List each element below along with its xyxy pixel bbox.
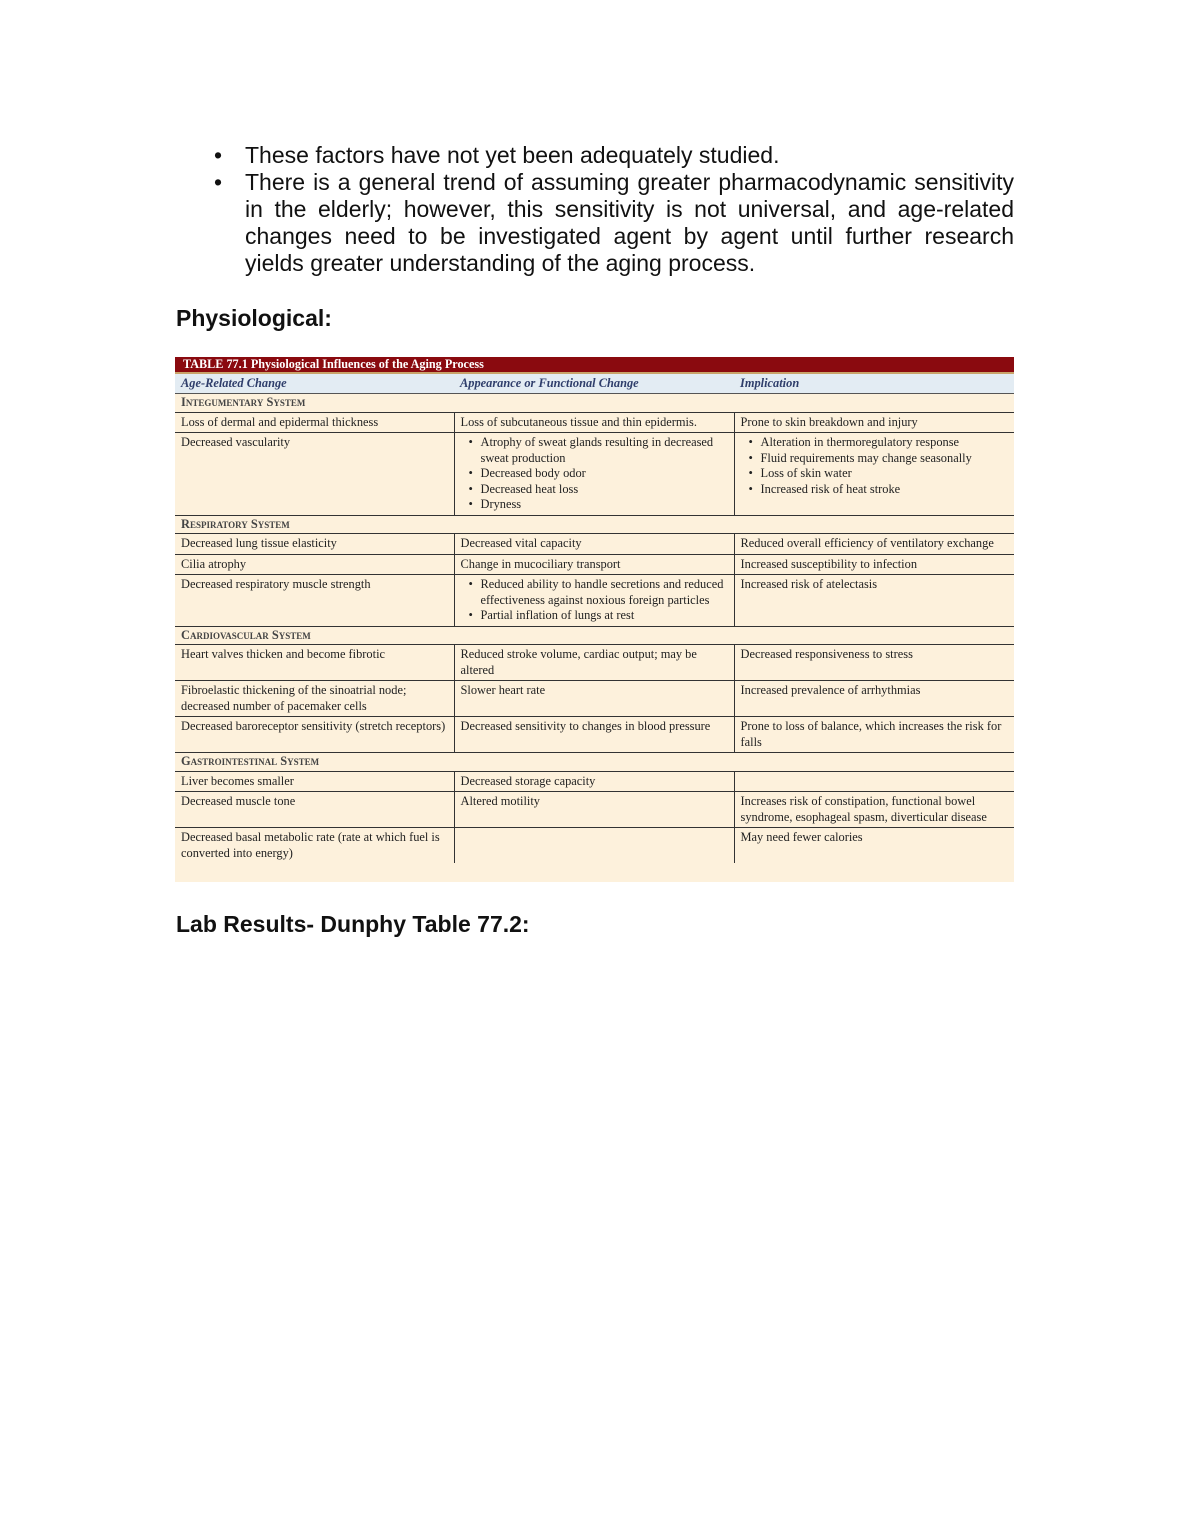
cell-bullet-item: • Atrophy of sweat glands resulting in decreased sweat production bbox=[471, 435, 728, 466]
table-row bbox=[175, 771, 1014, 792]
section-header-row bbox=[175, 753, 1014, 772]
cell-implication bbox=[734, 681, 1014, 717]
cell-age-related-change: Decreased muscle tone bbox=[175, 792, 454, 828]
cell-text: Decreased responsiveness to stress bbox=[740, 647, 913, 661]
cell-appearance-change bbox=[454, 575, 734, 627]
cell-appearance-change bbox=[454, 717, 734, 753]
cell-implication bbox=[734, 433, 1014, 516]
cell-age-related-change: Decreased vascularity bbox=[175, 433, 454, 516]
cell-age-related-change: Decreased lung tissue elasticity bbox=[175, 534, 454, 555]
bullet-glyph: • bbox=[213, 142, 223, 168]
cell-age-related-change: Fibroelastic thickening of the sinoatrial node; decreased number of pacemaker cells bbox=[175, 681, 454, 717]
table-header-row bbox=[175, 374, 1014, 394]
cell-implication bbox=[734, 828, 1014, 864]
table-caption: TABLE 77.1 Physiological Influences of the Aging Process bbox=[175, 357, 1014, 374]
cell-age-related-change: Liver becomes smaller bbox=[175, 771, 454, 792]
cell-implication bbox=[734, 412, 1014, 433]
cell-appearance-change bbox=[454, 554, 734, 575]
cell-appearance-change bbox=[454, 792, 734, 828]
section-title: Cardiovascular System bbox=[175, 626, 1014, 645]
column-header: Appearance or Functional Change bbox=[454, 374, 734, 394]
section-header-row bbox=[175, 394, 1014, 413]
physiological-table-figure bbox=[175, 357, 1014, 882]
cell-age-related-change: Cilia atrophy bbox=[175, 554, 454, 575]
cell-text: Change in mucociliary transport bbox=[460, 556, 621, 571]
cell-text: Loss of subcutaneous tissue and thin epidermis. bbox=[460, 414, 697, 429]
cell-appearance-change bbox=[454, 534, 734, 555]
cell-text: Increased susceptibility to infection bbox=[740, 556, 918, 571]
cell-bullet-item: • Fluid requirements may change seasonally bbox=[751, 451, 1009, 467]
cell-implication bbox=[734, 771, 1014, 792]
cell-bullet-item: • Reduced ability to handle secretions and reduced effectiveness against noxious foreign particles bbox=[471, 577, 728, 608]
table-row bbox=[175, 554, 1014, 575]
bullet-glyph: • bbox=[213, 169, 223, 195]
cell-text: Reduced overall efficiency of ventilatory exchange bbox=[740, 536, 994, 550]
cell-bullet-list bbox=[461, 435, 728, 513]
cell-bullet-item: • Dryness bbox=[471, 497, 728, 513]
table-body bbox=[175, 394, 1014, 864]
table-row bbox=[175, 645, 1014, 681]
cell-text: Prone to skin breakdown and injury bbox=[740, 414, 918, 429]
table-row bbox=[175, 433, 1014, 516]
cell-appearance-change bbox=[454, 645, 734, 681]
cell-implication bbox=[734, 792, 1014, 828]
bullet-item bbox=[208, 142, 1014, 169]
cell-text: Increases risk of constipation, functional bowel syndrome, esophageal spasm, diverticular disease bbox=[740, 794, 987, 824]
cell-bullet-item: • Increased risk of heat stroke bbox=[751, 482, 1009, 498]
cell-text: Reduced stroke volume, cardiac output; may be altered bbox=[460, 647, 697, 677]
cell-text: Increased prevalence of arrhythmias bbox=[740, 683, 921, 697]
bullet-text: There is a general trend of assuming greater pharmacodynamic sensitivity in the elderly; however, this sensitivity is not universal, and age-related changes need to be investigated agent by agent until further research yields greater understanding of the aging process. bbox=[245, 169, 1014, 276]
table-row bbox=[175, 534, 1014, 555]
cell-bullet-item: • Alteration in thermoregulatory response bbox=[751, 435, 1009, 451]
bullet-item bbox=[208, 169, 1014, 277]
column-header: Age-Related Change bbox=[175, 374, 454, 394]
cell-age-related-change: Loss of dermal and epidermal thickness bbox=[175, 412, 454, 433]
cell-bullet-item: • Partial inflation of lungs at rest bbox=[471, 608, 728, 624]
section-title: Gastrointestinal System bbox=[175, 753, 1014, 772]
cell-appearance-change bbox=[454, 681, 734, 717]
column-header: Implication bbox=[734, 374, 1014, 394]
bullet-list bbox=[208, 142, 1014, 277]
cell-age-related-change: Heart valves thicken and become fibrotic bbox=[175, 645, 454, 681]
physiological-table bbox=[175, 374, 1014, 863]
cell-age-related-change: Decreased basal metabolic rate (rate at which fuel is converted into energy) bbox=[181, 830, 440, 860]
table-row bbox=[175, 717, 1014, 753]
cell-bullet-item: • Loss of skin water bbox=[751, 466, 1009, 482]
table-row bbox=[175, 575, 1014, 627]
cell-text: Prone to loss of balance, which increases the risk for falls bbox=[740, 719, 1002, 749]
cell-text: Slower heart rate bbox=[460, 683, 546, 697]
section-header-row bbox=[175, 626, 1014, 645]
section-header-row bbox=[175, 515, 1014, 534]
cell-age-related-change: Decreased respiratory muscle strength bbox=[175, 575, 454, 627]
cell-appearance-change bbox=[454, 412, 734, 433]
cell-bullet-item: • Decreased body odor bbox=[471, 466, 728, 482]
cell-appearance-change bbox=[454, 433, 734, 516]
table-row bbox=[175, 828, 1014, 864]
cell-appearance-change bbox=[454, 828, 734, 864]
table-row bbox=[175, 412, 1014, 433]
cell-text: Decreased vital capacity bbox=[460, 536, 582, 550]
cell-text: Increased risk of atelectasis bbox=[740, 577, 878, 591]
cell-text: May need fewer calories bbox=[740, 830, 863, 844]
lab-results-heading: Lab Results- Dunphy Table 77.2: bbox=[176, 911, 530, 937]
cell-text: Decreased sensitivity to changes in blood pressure bbox=[460, 719, 711, 733]
cell-implication bbox=[734, 575, 1014, 627]
cell-text: Decreased storage capacity bbox=[460, 773, 596, 788]
cell-text: Altered motility bbox=[460, 794, 540, 808]
cell-age-related-change: Decreased baroreceptor sensitivity (stretch receptors) bbox=[175, 717, 454, 753]
cell-implication bbox=[734, 717, 1014, 753]
section-title: Integumentary System bbox=[175, 394, 1014, 413]
cell-implication bbox=[734, 534, 1014, 555]
cell-bullet-list bbox=[461, 577, 728, 624]
section-title: Respiratory System bbox=[175, 515, 1014, 534]
bullet-text: These factors have not yet been adequately studied. bbox=[245, 142, 780, 168]
table-row bbox=[175, 681, 1014, 717]
physiological-heading: Physiological: bbox=[176, 305, 332, 331]
cell-bullet-item: • Decreased heat loss bbox=[471, 482, 728, 498]
table-row bbox=[175, 792, 1014, 828]
cell-implication bbox=[734, 554, 1014, 575]
cell-bullet-list bbox=[741, 435, 1009, 497]
cell-implication bbox=[734, 645, 1014, 681]
cell-appearance-change bbox=[454, 771, 734, 792]
